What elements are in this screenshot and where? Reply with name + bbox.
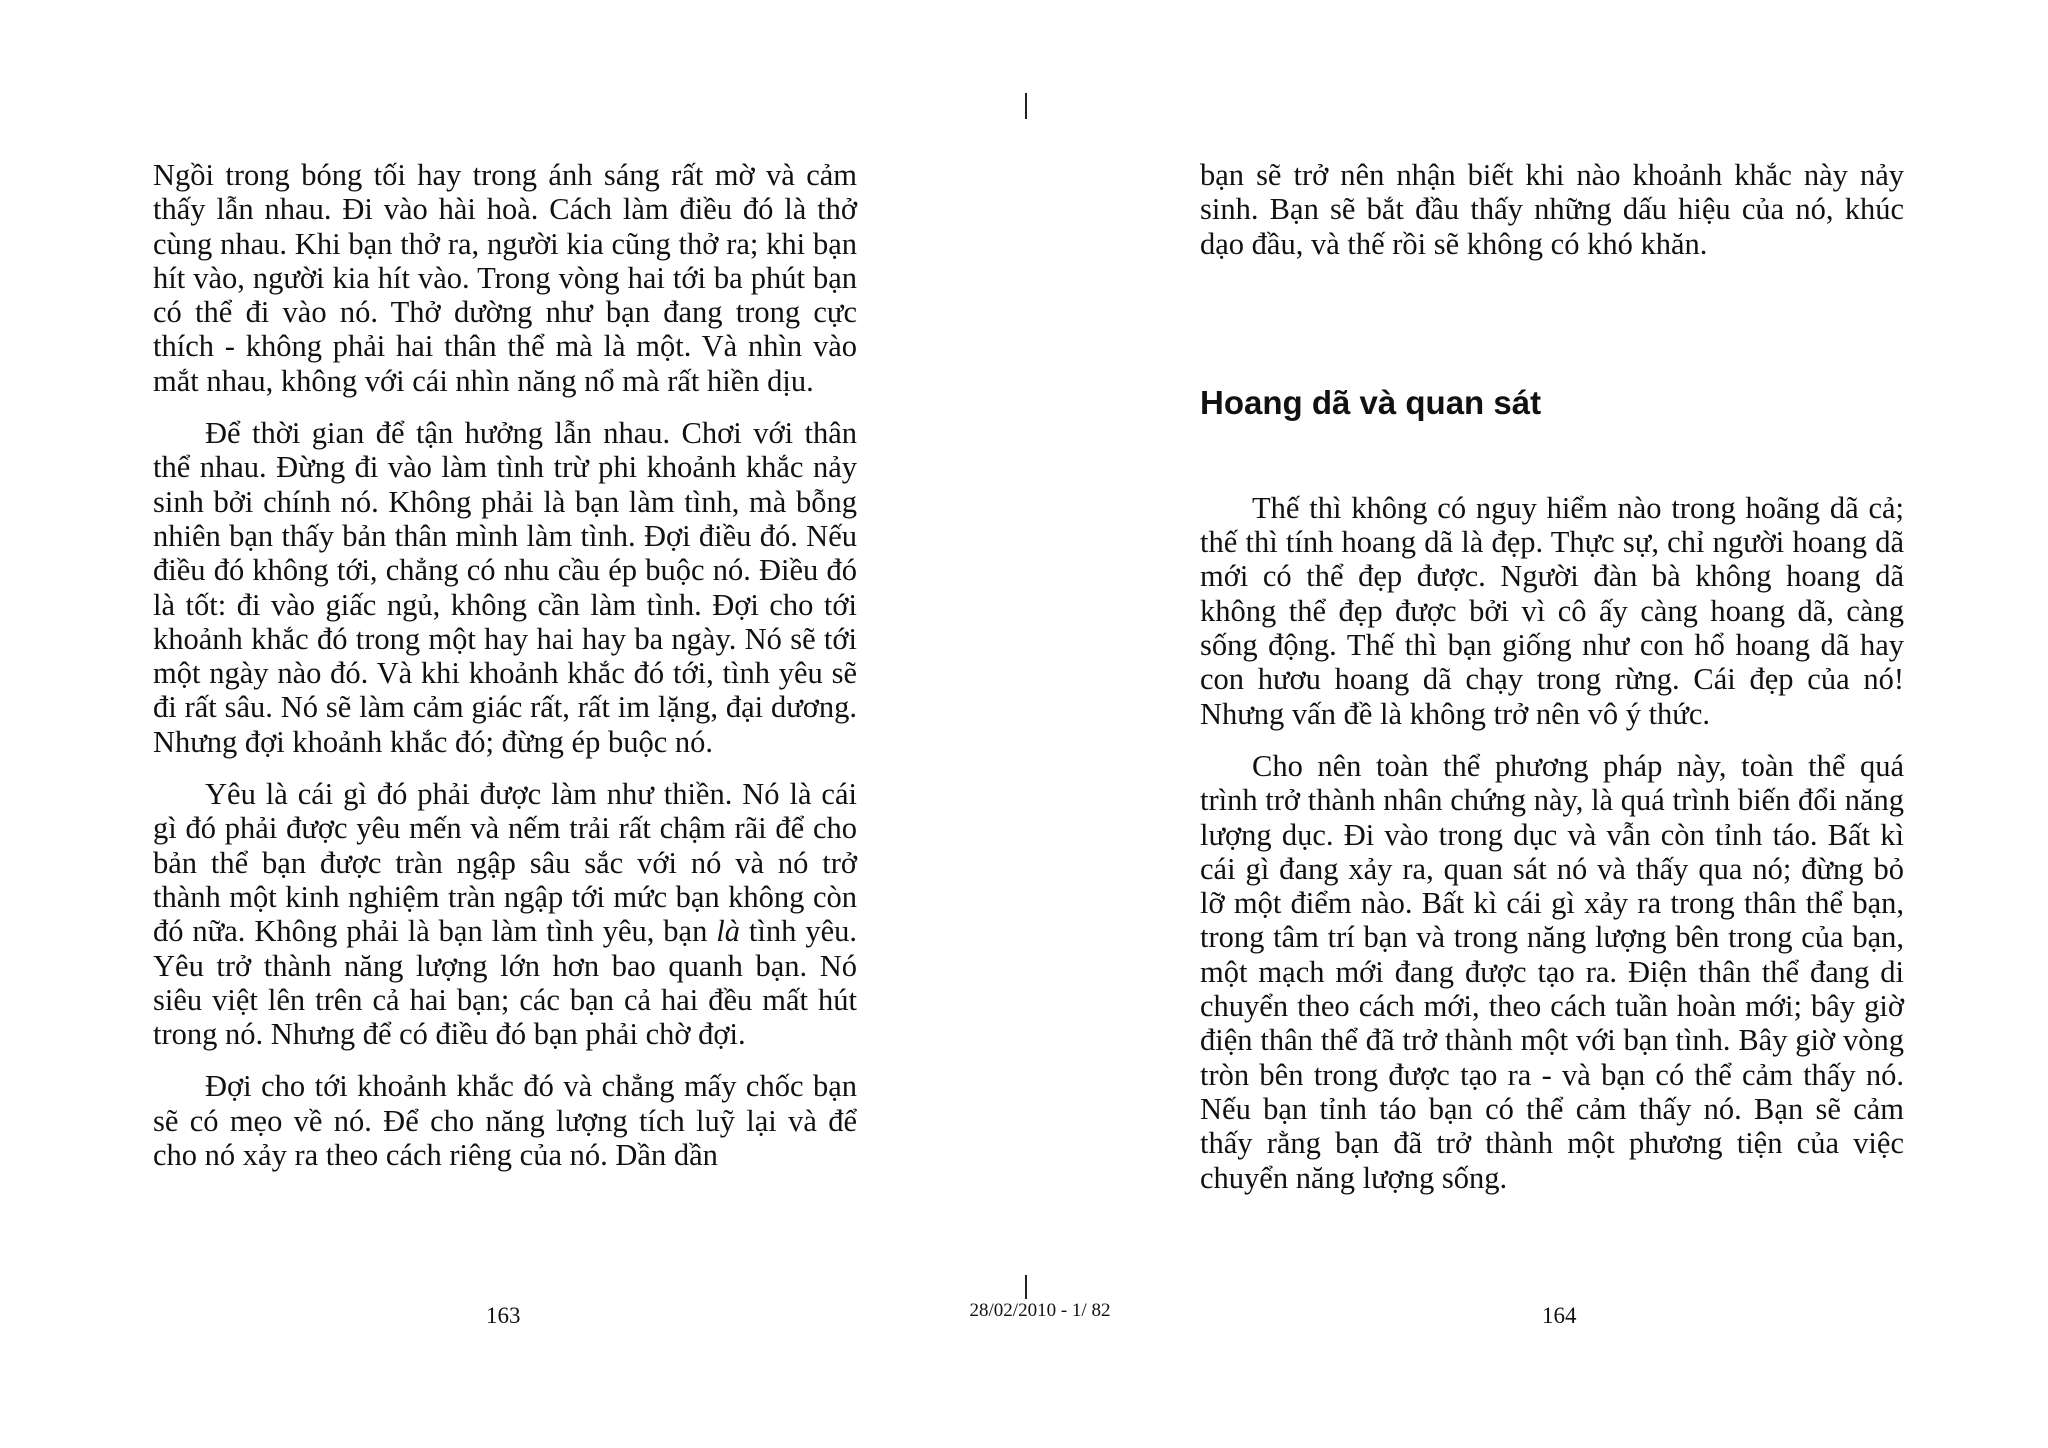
paragraph: bạn sẽ trở nên nhận biết khi nào khoảnh khắc này nảy sinh. Bạn sẽ bắt đầu thấy những dấu hiệu của nó, khúc dạo đầu, và thế rồi sẽ không có khó khăn. <box>1200 158 1904 261</box>
paragraph: Cho nên toàn thể phương pháp này, toàn thể quá trình trở thành nhân chứng này, là quá trình biến đổi năng lượng dục. Đi vào trong dục và vẫn còn tỉnh táo. Bất kì cái gì đang xảy ra, quan sát nó và thấy qua nó; đừng bỏ lỡ một điểm nào. Bất kì cái gì xảy ra trong thân thể bạn, trong tâm trí bạn và trong năng lượng bên trong của bạn, một mạch mới đang được tạo ra. Điện thân thể đang di chuyển theo cách mới, theo cách tuần hoàn mới; bây giờ điện thân thể đã trở thành một với bạn tình. Bây giờ vòng tròn bên trong được tạo ra - và bạn có thể cảm thấy nó. Nếu bạn tỉnh táo bạn có thể cảm thấy nó. Bạn sẽ cảm thấy rằng bạn đã trở thành một phương tiện của việc chuyển năng lượng sống. <box>1200 748 1904 1195</box>
paragraph: Để thời gian để tận hưởng lẫn nhau. Chơi với thân thể nhau. Đừng đi vào làm tình trừ phi khoảnh khắc nảy sinh bởi chính nó. Không phải là bạn làm tình, mà bỗng nhiên bạn thấy bản thân mình làm tình. Đợi điều đó. Nếu điều đó không tới, chẳng có nhu cầu ép buộc nó. Điều đó là tốt: đi vào giấc ngủ, không cần làm tình. Đợi cho tới khoảnh khắc đó trong một hay hai hay ba ngày. Nó sẽ tới một ngày nào đó. Và khi khoảnh khắc đó tới, tình yêu sẽ đi rất sâu. Nó sẽ làm cảm giác rất, rất im lặng, đại dương. Nhưng đợi khoảnh khắc đó; đừng ép buộc nó. <box>153 416 857 759</box>
section-heading: Hoang dã và quan sát <box>1200 383 1542 421</box>
paragraph-love-meditation <box>153 777 857 1051</box>
page-number-right: 164 <box>1542 1303 1577 1328</box>
right-text-column <box>1200 158 1904 1213</box>
emphasis-text: là <box>716 914 740 949</box>
paragraph-text: Yêu là cái gì đó phải được làm như thiền. Nó là cái gì đó phải được yêu mến và nếm trải rất chậm rãi để cho bản thể bạn được tràn ngập sâu sắc với nó và nó trở thành một kinh nghiệm tràn ngập tới mức bạn không còn đó nữa. Không phải là bạn làm tình yêu, bạn <box>153 777 857 949</box>
footer-date-page: 28/02/2010 - 1/ 82 <box>969 1300 1111 1321</box>
paragraph: Đợi cho tới khoảnh khắc đó và chẳng mấy chốc bạn sẽ có mẹo về nó. Để cho năng lượng tích luỹ lại và để cho nó xảy ra theo cách riêng của nó. Dần dần <box>153 1069 857 1173</box>
paragraph-text: tình yêu. Yêu trở thành năng lượng lớn hơn bao quanh bạn. Nó siêu việt lên trên cả hai bạn; các bạn cả hai đều mất hút trong nó. Nhưng để có điều đó bạn phải chờ đợi. <box>153 914 857 1052</box>
right-page <box>1024 0 2048 1448</box>
paragraph: Thế thì không có nguy hiểm nào trong hoãng dã cả; thế thì tính hoang dã là đẹp. Thực sự, chỉ người hoang dã mới có thể đẹp được. Người đàn bà không hoang dã không thể đẹp được bởi vì cô ấy càng hoang dã, càng sống động. Thế thì bạn giống như con hổ hoang dã hay con hươu hoang dã chạy trong rừng. Cái đẹp của nó! Nhưng vấn đề là không trở nên vô ý thức. <box>1200 490 1904 731</box>
left-text-column <box>153 158 857 1190</box>
paragraph: Ngồi trong bóng tối hay trong ánh sáng rất mờ và cảm thấy lẫn nhau. Đi vào hài hoà. Cách làm điều đó là thở cùng nhau. Khi bạn thở ra, người kia cũng thở ra; khi bạn hít vào, người kia hít vào. Trong vòng hai tới ba phút bạn có thể đi vào nó. Thở dường như bạn đang trong cực thích - không phải hai thân thể mà là một. Và nhìn vào mắt nhau, không với cái nhìn năng nổ mà rất hiền dịu. <box>153 158 857 398</box>
page-number-left: 163 <box>486 1303 521 1328</box>
